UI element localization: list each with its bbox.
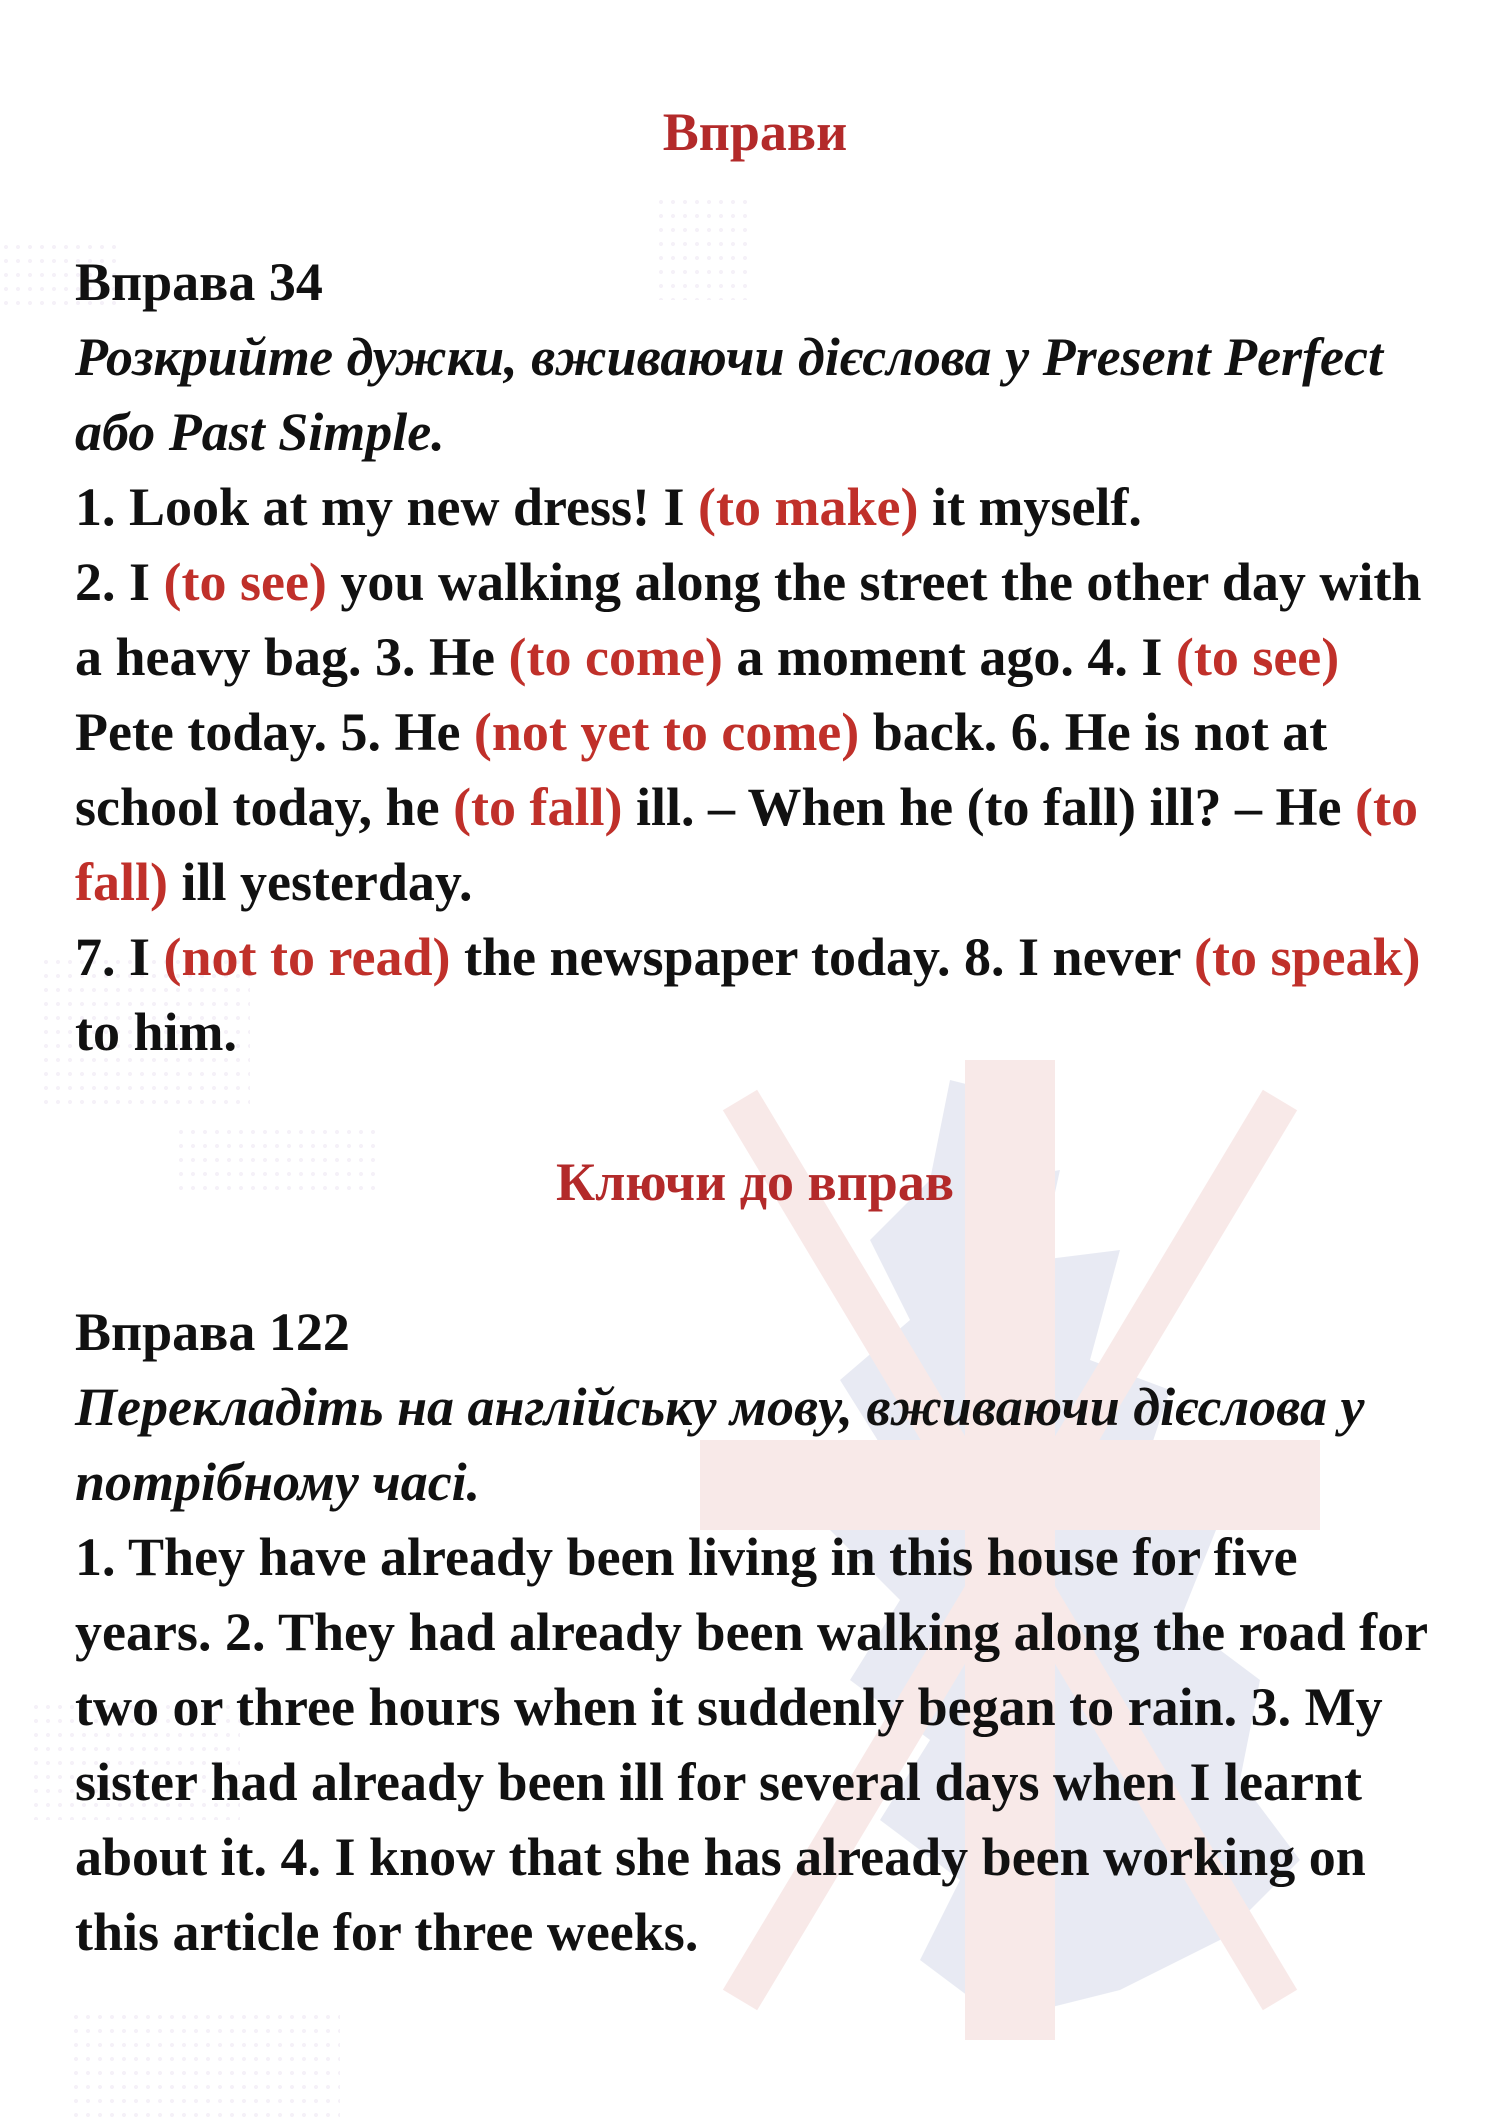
sentence-text: ill. – When he (to fall) ill? – He: [622, 777, 1355, 837]
verb-prompt: (to fall): [75, 777, 1418, 912]
verb-prompt: (to fall): [453, 777, 623, 837]
sentence-text: the newspaper today. 8. I never: [450, 927, 1195, 987]
exercise-34: [75, 245, 1435, 1070]
exercise-title: Вправа 34: [75, 252, 323, 312]
keys-title: Ключи до вправ: [555, 1152, 954, 1212]
verb-prompt: (to see): [163, 552, 327, 612]
sentence-text: back. 6. He is not at school today, he: [75, 702, 1328, 837]
sentence-text: ill yesterday.: [167, 852, 473, 912]
page-title: Вправи: [662, 102, 848, 162]
exercise-title: Вправа 122: [75, 1302, 350, 1362]
sentence-text: Pete today. 5. He: [75, 702, 474, 762]
decor-dots-6: [70, 2010, 340, 2120]
sentence-text: a moment ago. 4. I: [722, 627, 1176, 687]
verb-prompt: (to make): [698, 477, 919, 537]
sentence-text: you walking along the street the other day with a heavy bag. 3. He: [75, 552, 1422, 687]
exercise-instruction: Розкрийте дужки, вживаючи дієслова у Present Perfect або Past Simple.: [75, 327, 1383, 462]
verb-prompt: (to come): [508, 627, 723, 687]
exercise-instruction: Перекладіть на англійську мову, вживаючи дієслова у потрібному часі.: [75, 1377, 1365, 1512]
verb-prompt: (not to read): [163, 927, 451, 987]
sentence-text: to him.: [75, 1002, 237, 1062]
verb-prompt: (to see): [1175, 627, 1340, 687]
exercise-122: [75, 1295, 1435, 1970]
sentence-text: 1. Look at my new dress! I: [75, 477, 699, 537]
exercise-body: [75, 470, 1435, 1070]
sentence-text: 7. I: [75, 927, 164, 987]
verb-prompt: (not yet to come): [473, 702, 860, 762]
sentence-text: 2. I: [75, 552, 164, 612]
exercise-answer: 1. They have already been living in this house for five years. 2. They had already been walking along the road for two or three hours when it suddenly began to rain. 3. My sister had already been ill for several days when I learnt about it. 4. I know that she has already been working on this article for three weeks.: [75, 1527, 1428, 1962]
sentence-text: it myself.: [918, 477, 1142, 537]
verb-prompt: (to speak): [1194, 927, 1421, 987]
